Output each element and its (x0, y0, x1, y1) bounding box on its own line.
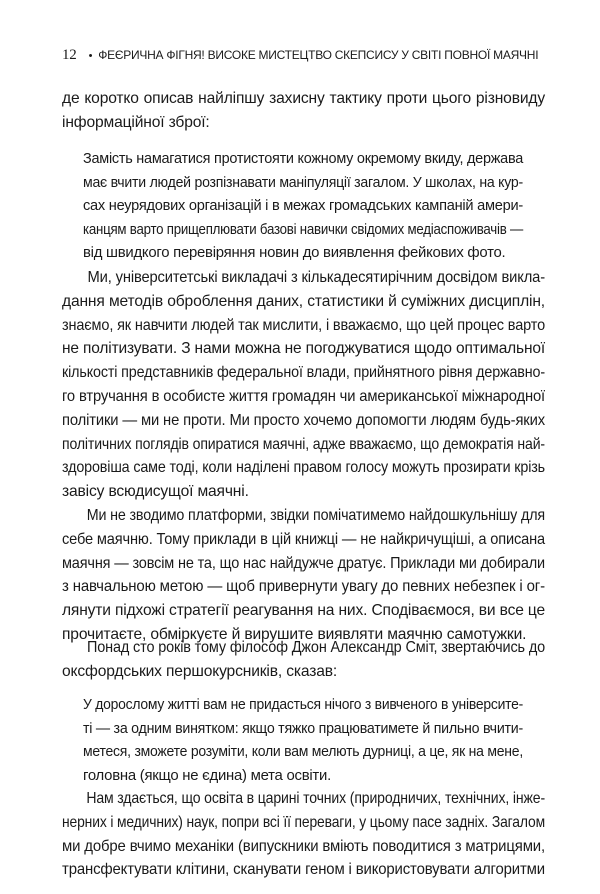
text-line: не політизувати. З нами можна не погоджуватися щодо оптимальної (62, 340, 546, 358)
text-line: дання методів оброблення даних, статистики й суміжних дисциплін, (62, 292, 545, 310)
text-line: трансфектувати клітини, сканувати геном і використовувати алгоритми (62, 861, 545, 879)
quote-line: канцям варто прищеплювати базові навички свідомих медіаспоживачів — (83, 221, 524, 238)
quote-line: ті — за одним винятком: якщо тяжко працюватимете й пильно вчити- (83, 720, 523, 737)
text-line: здоровіша саме тоді, коли наділені правом голосу можуть прозирати крізь (62, 459, 546, 477)
quote-line: метеся, зможете розуміти, коли вам мелють дурниці, а це, як на мене, (83, 744, 523, 761)
text-line: кількості представників федеральної влади, прийнятного рівня державно- (62, 364, 545, 382)
text-line: го втручання в особисте життя громадян чи американської міжнародної (62, 387, 546, 405)
page-number: 12 (62, 47, 77, 63)
quote-line: від швидкого перевіряння новин до виявлення фейкових фото. (83, 245, 506, 262)
text-line: прочитаєте, обміркуєте й вирушите виявляти маячню самотужки. (62, 625, 527, 643)
block-quote-1 (83, 148, 523, 266)
text-line: Понад сто років тому філософ Джон Александр Сміт, звертаючись до (87, 639, 546, 656)
text-line: нерних і медичних) наук, попри всі її переваги, у цьому пасе задніх. Загалом (62, 813, 545, 831)
header-bullet: • (88, 50, 93, 62)
quote-line: сах неурядових організацій і в межах громадських кампаній амери- (83, 198, 524, 215)
running-header (62, 47, 552, 64)
paragraph-3 (62, 504, 545, 647)
paragraph-4 (62, 636, 545, 684)
running-title: ФЕЄРИЧНА ФІГНЯ! ВИСОКЕ МИСТЕЦТВО СКЕПСИСУ У СВІТІ ПОВНОЇ МАЯЧНІ (98, 48, 539, 62)
text-line: лянути підхожі стратегії реагування на них. Сподіваємося, ви все це (62, 602, 546, 620)
text-line: Нам здається, що освіта в царині точних (природничих, технічних, інже- (86, 790, 545, 807)
paragraph-2 (62, 266, 545, 504)
text-line: де коротко описав найліпшу захисну тактику проти цього різновиду (62, 90, 545, 107)
block-quote-2 (83, 694, 523, 788)
quote-line: У дорослому житті вам не придасться нічого з вивченого в університе- (83, 697, 524, 713)
quote-line: головна (якщо не єдина) мета освіти. (83, 767, 331, 784)
quote-line: має вчити людей розпізнавати маніпуляції загалом. У школах, на кур- (83, 174, 523, 191)
text-line: знаємо, як навчити людей так мислити, і вважаємо, що цей процес варто (62, 316, 546, 334)
text-line: Ми, університетські викладачі з кількадесятирічним досвідом викла- (87, 269, 545, 286)
paragraph-5 (62, 787, 545, 882)
text-line: інформаційної зброї: (62, 113, 210, 131)
text-line: з навчальною метою — щоб привернути увагу до певних небезпек і ог- (62, 578, 545, 596)
text-line: маячня — зовсім не та, що нас найдужче дратує. Приклади ми добирали (62, 554, 546, 572)
paragraph-1 (62, 87, 545, 135)
text-line: себе маячню. Тому приклади в цій книжці — не найкричущіші, а описана (62, 530, 545, 548)
text-line: оксфордських першокурсників, сказав: (62, 662, 338, 680)
text-line: політичних поглядів опиратися маячні, адже вважаємо, що демократія най- (62, 435, 545, 453)
quote-line: Замість намагатися протистояти кожному окремому вкиду, держава (83, 151, 524, 167)
text-line: завісу всюдисущої маячні. (62, 483, 249, 501)
text-line: політики — ми не проти. Ми просто хочемо допомогти людям будь-яких (62, 411, 545, 429)
text-line: Ми не зводимо платформи, звідки помічатимемо найдошкульнішу для (86, 507, 545, 524)
text-line: ми добре вчимо механіки (випускники вміють поводитися з матрицями, (62, 837, 546, 855)
